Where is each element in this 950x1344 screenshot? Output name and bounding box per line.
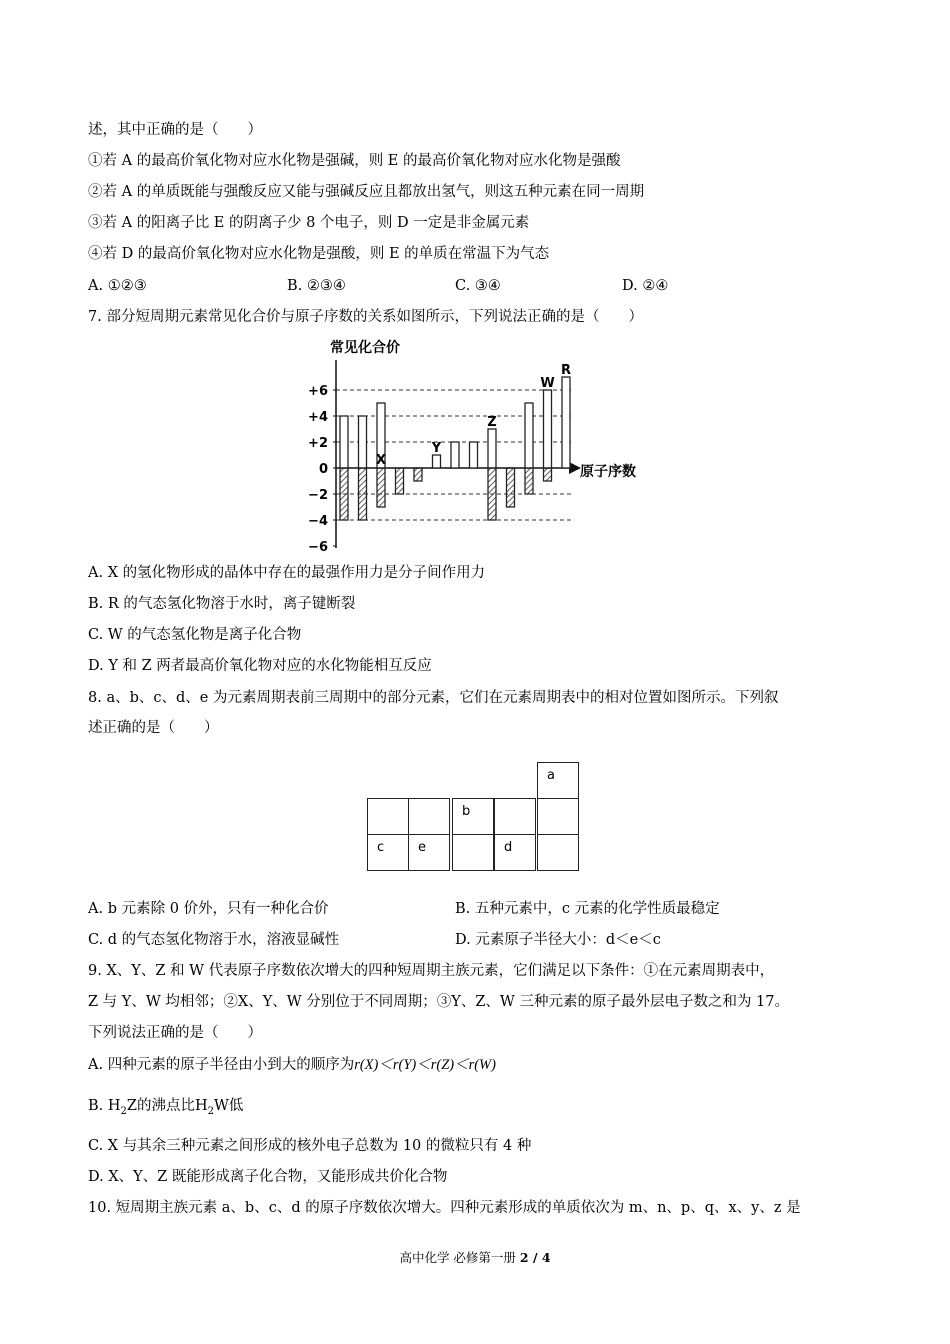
q9-stem-line-3: 下列说法正确的是（ ） — [88, 1025, 262, 1041]
q8-stem-line-1: 8. a、b、c、d、e 为元素周期表前三周期中的部分元素，它们在元素周期表中的相对位置如图所示。下列叙 — [88, 690, 779, 706]
cell-a: a — [537, 762, 579, 799]
cell-empty — [408, 798, 450, 835]
negative-valence-bar — [377, 468, 385, 507]
q6-statement-3: ③若 A 的阳离子比 E 的阴离子少 8 个电子，则 D 一定是非金属元素 — [88, 215, 530, 231]
q6-option-d: D. ②④ — [622, 278, 669, 294]
q7-option-b: B. R 的气态氢化物溶于水时，离子键断裂 — [88, 596, 356, 612]
cell-empty — [494, 798, 536, 835]
positive-valence-bar — [451, 442, 459, 468]
positive-valence-bar — [544, 390, 552, 468]
cell-empty — [452, 834, 494, 871]
element-label: R — [560, 363, 572, 378]
negative-valence-bar — [396, 468, 404, 494]
q9-option-c: C. X 与其余三种元素之间形成的核外电子总数为 10 的微粒只有 4 种 — [88, 1138, 532, 1154]
cell-empty — [537, 798, 579, 835]
q9-option-a-text: A. 四种元素的原子半径由小到大的顺序为 — [88, 1057, 355, 1073]
footer-text: 高中化学 必修第一册 — [399, 1250, 520, 1265]
y-tick-label: +6 — [308, 384, 328, 399]
q6-option-b: B. ②③④ — [287, 278, 346, 294]
formula-h2z-z: Z — [126, 1098, 137, 1114]
q7-stem: 7. 部分短周期元素常见化合价与原子序数的关系如图所示，下列说法正确的是（ ） — [88, 309, 643, 325]
q7-option-d: D. Y 和 Z 两者最高价氧化物对应的水化物能相互反应 — [88, 658, 432, 674]
q10-stem: 10. 短周期主族元素 a、b、c、d 的原子序数依次增大。四种元素形成的单质依次为 m、n、p、q、x、y、z 是 — [88, 1200, 801, 1216]
formula-h2z-h: H — [107, 1098, 121, 1114]
q6-option-c: C. ③④ — [455, 278, 501, 294]
q6-statement-1: ①若 A 的最高价氧化物对应水化物是强碱，则 E 的最高价氧化物对应水化物是强酸 — [88, 153, 621, 169]
cell-b: b — [452, 798, 494, 835]
element-label: Y — [431, 441, 442, 456]
cell-empty — [537, 834, 579, 871]
positive-valence-bar — [340, 416, 348, 468]
q6-statement-4: ④若 D 的最高价氧化物对应水化物是强酸，则 E 的单质在常温下为气态 — [88, 246, 550, 262]
q8-option-b: B. 五种元素中，c 元素的化学性质最稳定 — [455, 901, 720, 917]
y-tick-label: −4 — [308, 514, 328, 529]
formula-h2z-sub: 2 — [120, 1105, 127, 1117]
positive-valence-bar — [525, 403, 533, 468]
positive-valence-bar — [470, 442, 478, 468]
q9-option-b-tail: 低 — [228, 1098, 244, 1114]
positive-valence-bar — [433, 455, 441, 468]
cell-empty — [367, 798, 409, 835]
q9-option-a — [88, 1055, 496, 1075]
formula-h2w-w: W — [214, 1098, 229, 1114]
y-tick-label: +2 — [308, 436, 328, 451]
page-footer — [0, 1248, 950, 1266]
y-tick-label: +4 — [308, 410, 328, 425]
negative-valence-bar — [488, 468, 496, 520]
cell-d: d — [494, 834, 536, 871]
q8-option-c: C. d 的气态氢化物溶于水，溶液显碱性 — [88, 932, 340, 948]
negative-valence-bar — [544, 468, 552, 481]
q9-option-d: D. X、Y、Z 既能形成离子化合物，又能形成共价化合物 — [88, 1169, 448, 1185]
formula-h2w-sub: 2 — [207, 1105, 215, 1117]
element-label: W — [540, 376, 555, 391]
q9-option-b-mid: 的沸点比 — [136, 1098, 195, 1114]
positive-valence-bar — [359, 416, 367, 468]
positive-valence-bar — [488, 429, 496, 468]
chart-x-axis-label: 原子序数 — [580, 464, 636, 480]
q8-option-d: D. 元素原子半径大小：d＜e＜c — [455, 932, 661, 948]
page-number: 2 / 4 — [519, 1250, 551, 1265]
y-tick-label: 0 — [318, 462, 328, 477]
positive-valence-bar — [562, 377, 570, 468]
q7-option-c: C. W 的气态氢化物是离子化合物 — [88, 627, 302, 643]
q9-stem-line-2: Z 与 Y、W 均相邻；②X、Y、W 分别位于不同周期；③Y、Z、W 三种元素的原子最外层电子数之和为 17。 — [88, 994, 790, 1010]
y-tick-label: −2 — [308, 488, 328, 503]
q7-option-a: A. X 的氢化物形成的晶体中存在的最强作用力是分子间作用力 — [88, 565, 486, 581]
q6-option-a: A. ①②③ — [88, 278, 147, 294]
cell-e: e — [408, 834, 450, 871]
negative-valence-bar — [525, 468, 533, 494]
negative-valence-bar — [359, 468, 367, 520]
negative-valence-bar — [414, 468, 422, 481]
element-label: X — [375, 453, 387, 468]
negative-valence-bar — [507, 468, 515, 507]
q9-stem-line-1: 9. X、Y、Z 和 W 代表原子序数依次增大的四种短周期主族元素，它们满足以下条件：①在元素周期表中， — [88, 963, 775, 979]
chart-y-ticks — [308, 384, 336, 552]
formula-h2w-h: H — [194, 1098, 208, 1114]
q6-statement-2: ②若 A 的单质既能与强酸反应又能与强碱反应且都放出氢气，则这五种元素在同一周期 — [88, 184, 645, 200]
chart-bars — [340, 377, 570, 520]
q8-stem-line-2: 述正确的是（ ） — [88, 720, 219, 736]
periodic-table-fragment — [367, 762, 581, 875]
q9-option-b-label: B. — [88, 1098, 108, 1114]
q6-stem-tail: 述，其中正确的是（ ） — [88, 122, 262, 138]
q9-option-a-math: r(X)＜r(Y)＜r(Z)＜r(W) — [354, 1057, 496, 1073]
negative-valence-bar — [340, 468, 348, 520]
cell-c: c — [367, 834, 409, 871]
q8-option-a: A. b 元素除 0 价外，只有一种化合价 — [88, 901, 329, 917]
chart-title: 常见化合价 — [330, 340, 400, 356]
element-label: Z — [487, 415, 497, 430]
y-tick-label: −6 — [308, 540, 328, 552]
valence-chart — [300, 336, 680, 552]
q9-option-b — [88, 1096, 243, 1122]
